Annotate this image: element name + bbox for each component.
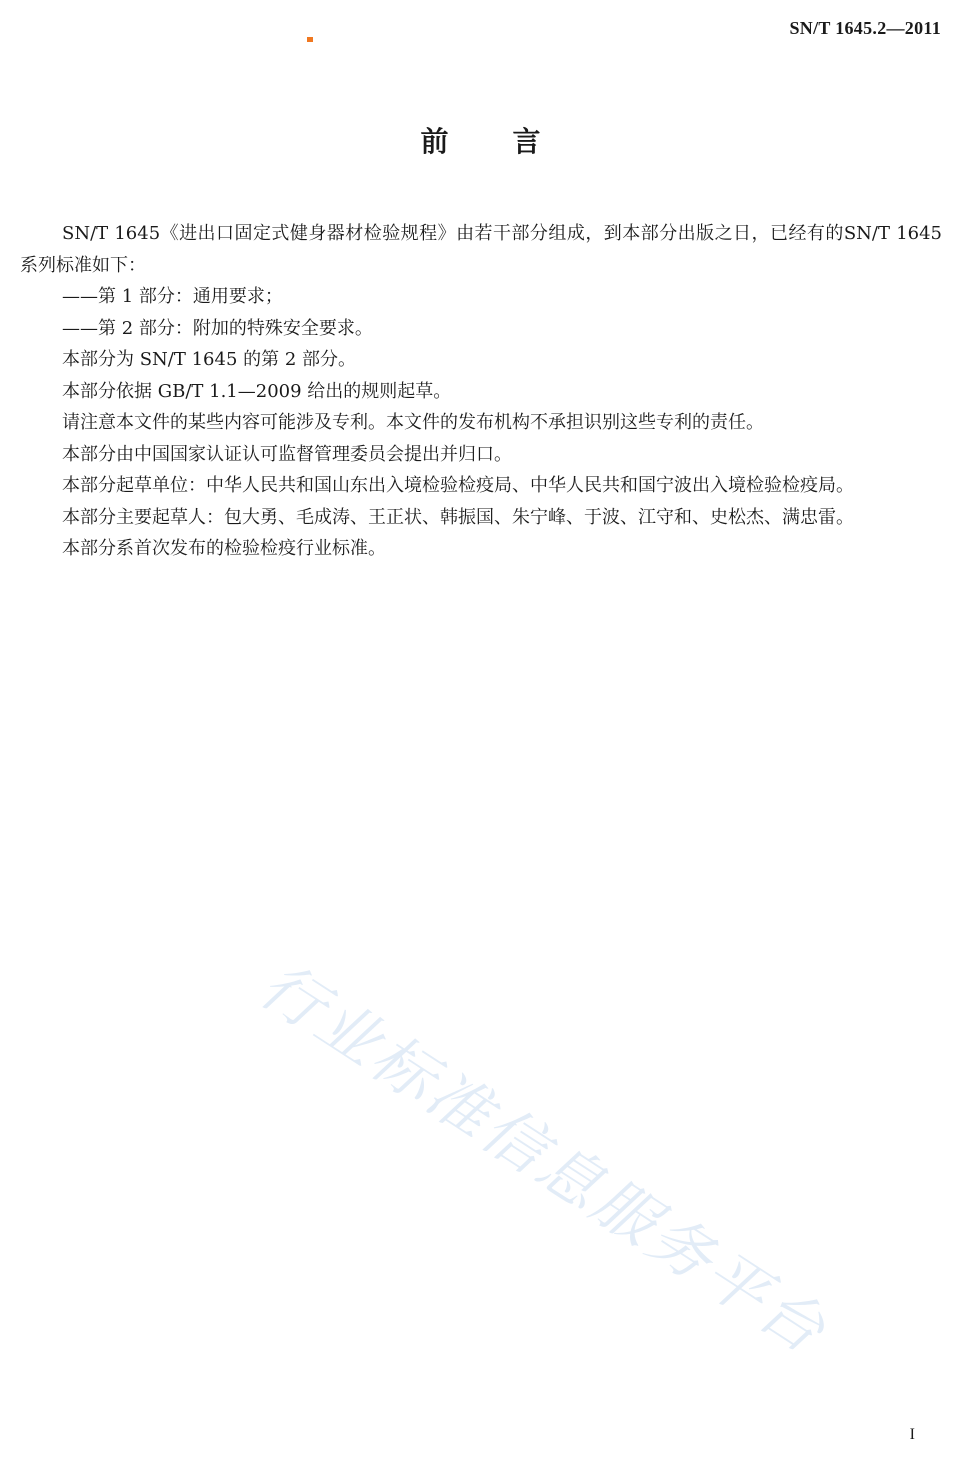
watermark: 行业标准信息服务平台 xyxy=(247,948,841,1369)
foreword-body xyxy=(20,218,942,565)
title-char-2: 言 xyxy=(512,125,541,158)
list-item-part-1: ——第 1 部分：通用要求； xyxy=(62,286,283,307)
paragraph-drafters: 本部分主要起草人：包大勇、毛成涛、王正状、韩振国、朱宁峰、于波、江守和、史松杰、满忠雷。 xyxy=(62,506,854,528)
paragraph-drafting-rules: 本部分依据 GB/T 1.1—2009 给出的规则起草。 xyxy=(62,380,452,402)
title-char-1: 前 xyxy=(420,125,449,158)
standard-code: SN/T 1645.2—2011 xyxy=(789,18,941,38)
paragraph-proposer: 本部分由中国国家认证认可监督管理委员会提出并归口。 xyxy=(62,443,512,465)
page-number: I xyxy=(909,1426,915,1443)
paragraph-part-statement: 本部分为 SN/T 1645 的第 2 部分。 xyxy=(62,349,357,370)
page-title xyxy=(0,120,961,160)
paragraph-drafting-units: 本部分起草单位：中华人民共和国山东出入境检验检疫局、中华人民共和国宁波出入境检验检疫局。 xyxy=(62,475,854,496)
paragraph-patent-notice: 请注意本文件的某些内容可能涉及专利。本文件的发布机构不承担识别这些专利的责任。 xyxy=(62,412,764,433)
list-item-part-2: ——第 2 部分：附加的特殊安全要求。 xyxy=(62,317,373,339)
orange-marker xyxy=(307,37,313,42)
paragraph-first-release: 本部分系首次发布的检验检疫行业标准。 xyxy=(62,538,386,559)
paragraph-series-intro: SN/T 1645《进出口固定式健身器材检验规程》由若干部分组成，到本部分出版之日，已经有的SN/T 1645 系列标准如下： xyxy=(20,223,942,276)
